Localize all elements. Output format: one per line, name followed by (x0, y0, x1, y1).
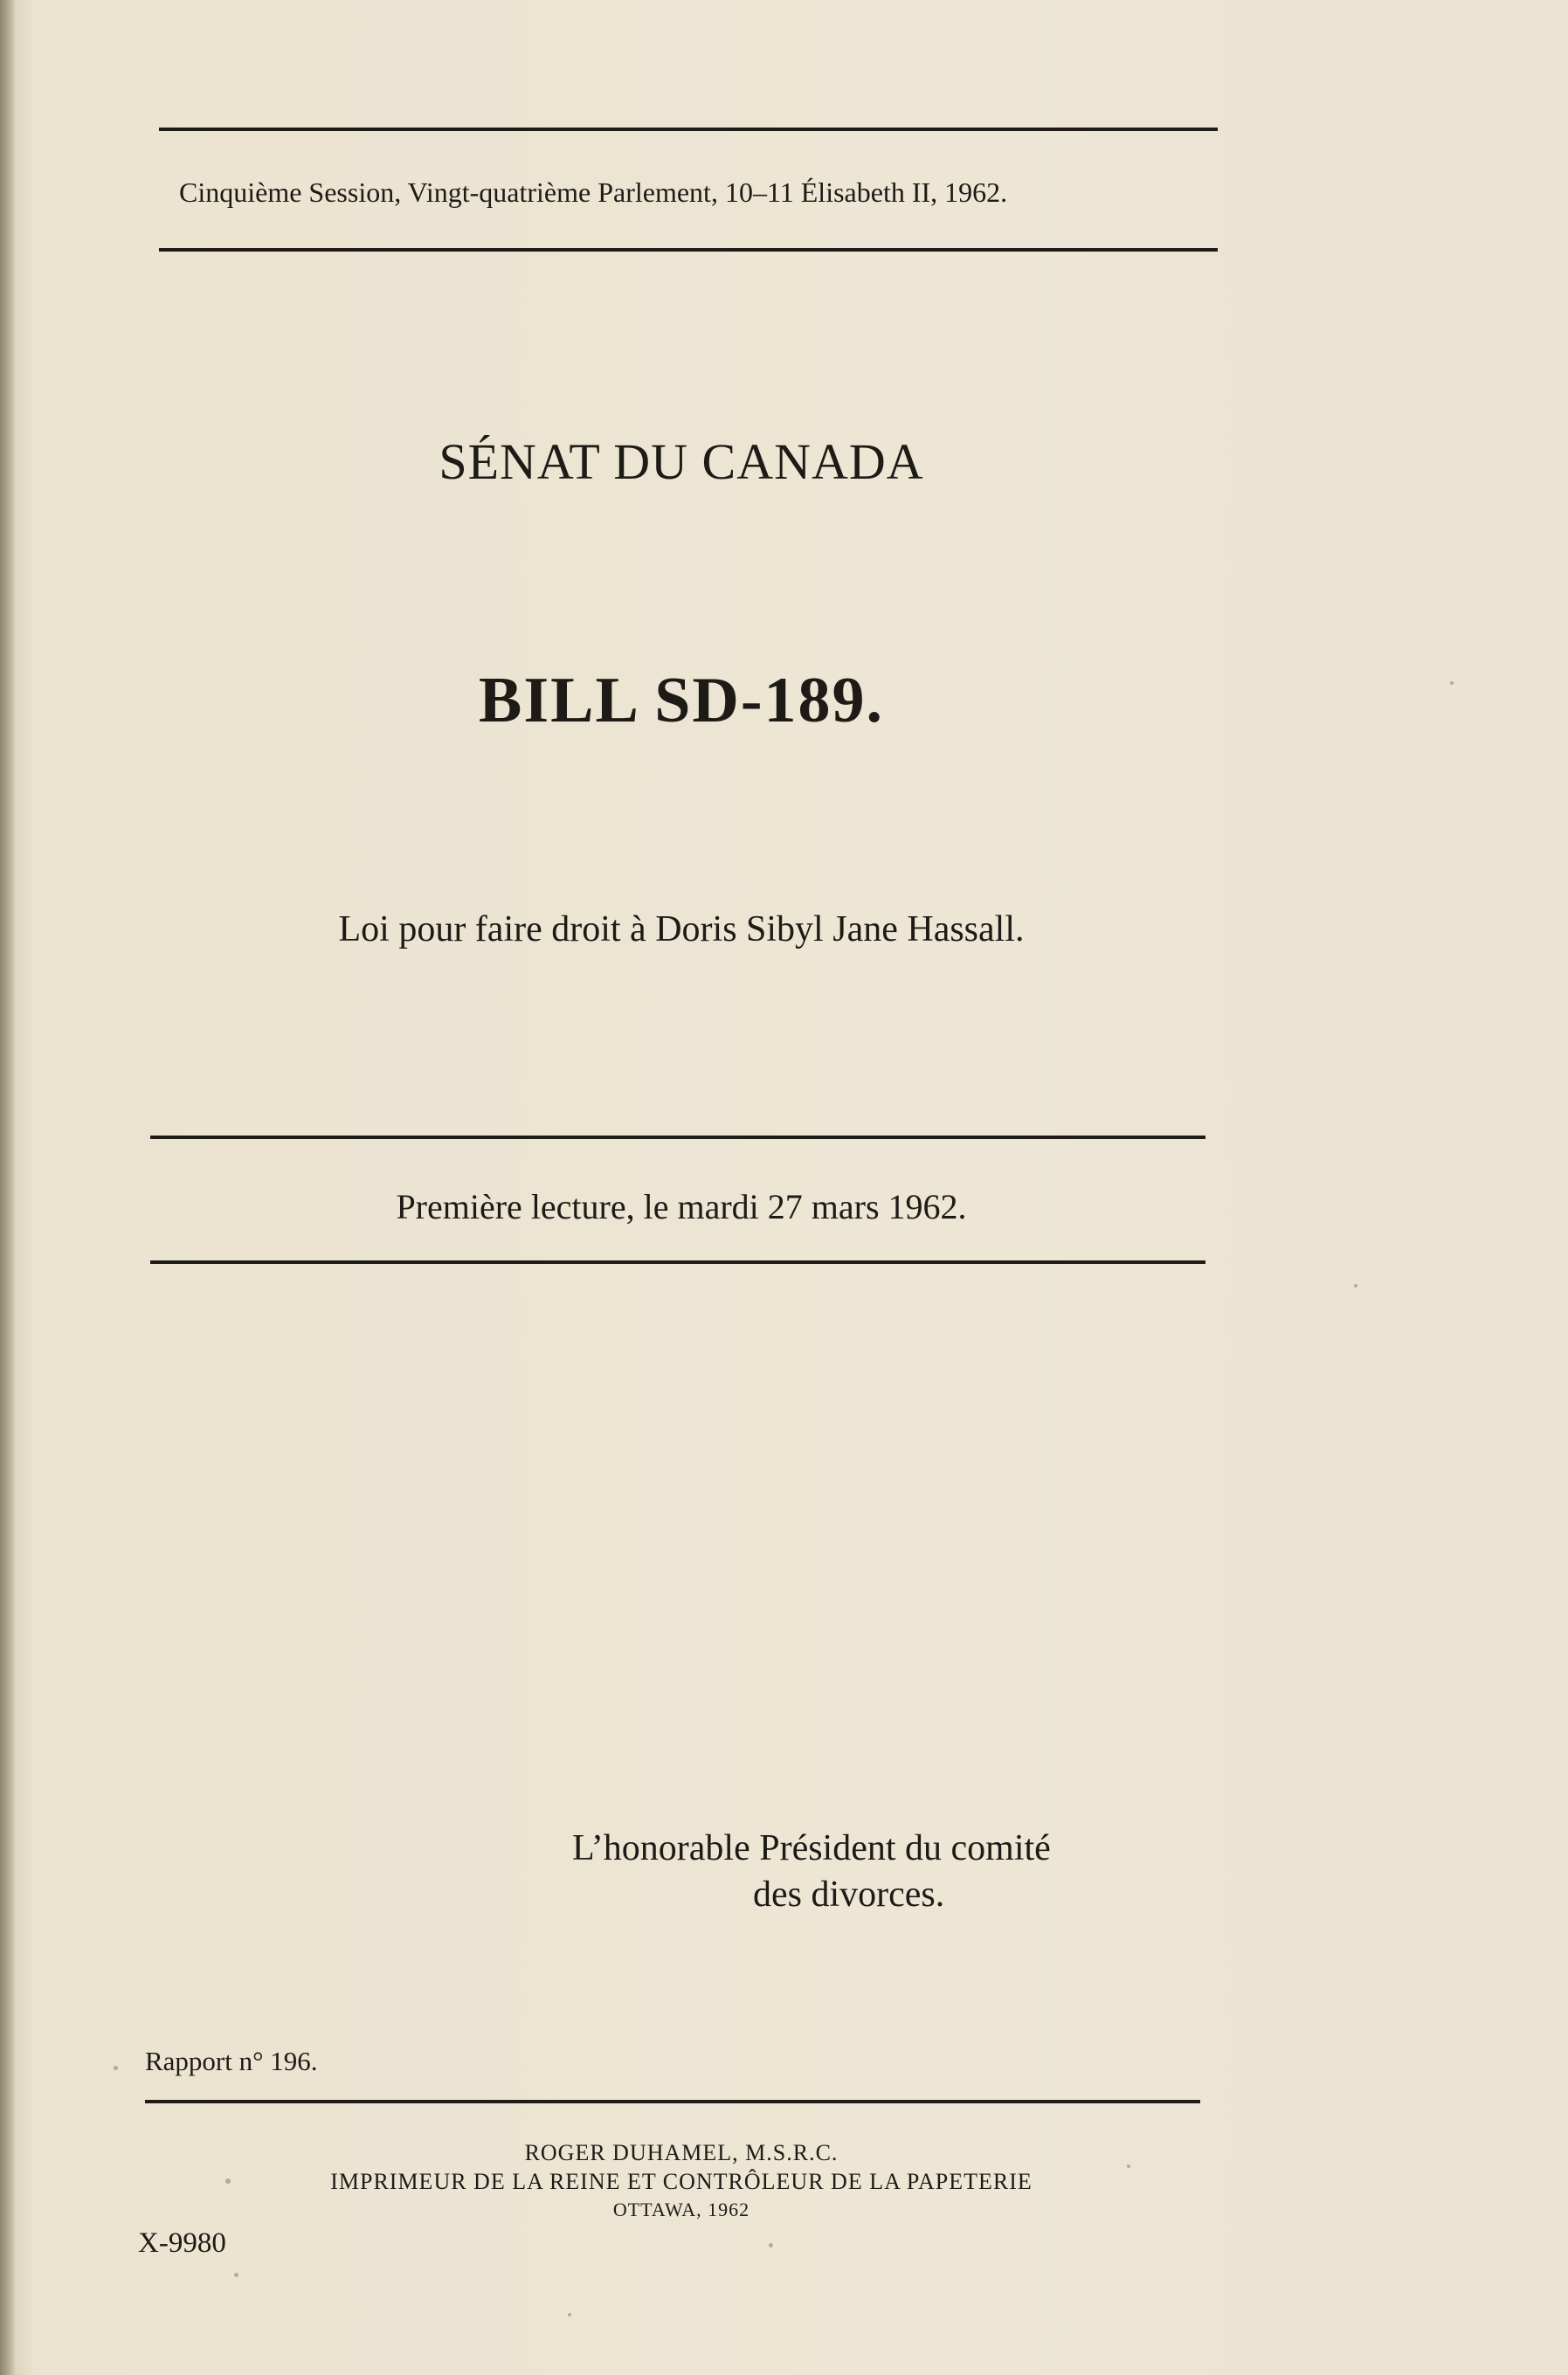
bill-subtitle: Loi pour faire droit à Doris Sibyl Jane Hassall. (338, 909, 1025, 949)
bill-number: BILL SD-189. (478, 665, 885, 736)
printer-title: IMPRIMEUR DE LA REINE ET CONTRÔLEUR DE LA PAPETERIE (330, 2169, 1033, 2194)
senate-heading: SÉNAT DU CANADA (439, 433, 924, 490)
report-number: Rapport n° 196. (145, 2046, 318, 2076)
session-line: Cinquième Session, Vingt-quatrième Parlement, 10–11 Élisabeth II, 1962. (179, 176, 1008, 208)
paper-speck (1450, 681, 1454, 685)
paper-speck (769, 2243, 773, 2247)
first-reading-line: Première lecture, le mardi 27 mars 1962. (396, 1187, 967, 1226)
reading-bottom-rule (150, 1260, 1205, 1264)
paper-speck (234, 2273, 238, 2277)
paper-speck (568, 2313, 571, 2316)
header-rule (159, 248, 1218, 252)
paper-speck (114, 2066, 118, 2070)
paper-speck (225, 2178, 231, 2184)
sponsor-line-2: des divorces. (753, 1874, 945, 1915)
printer-name: ROGER DUHAMEL, M.S.R.C. (524, 2140, 839, 2165)
sponsor-line-1: L’honorable Président du comité (572, 1828, 1051, 1868)
top-rule (159, 128, 1218, 131)
paper-speck (1354, 1284, 1357, 1288)
paper-speck (1127, 2164, 1130, 2168)
reading-top-rule (150, 1136, 1205, 1139)
footer-rule (145, 2100, 1200, 2103)
document-code: X-9980 (138, 2227, 226, 2259)
printer-place-year: OTTAWA, 1962 (612, 2199, 750, 2220)
